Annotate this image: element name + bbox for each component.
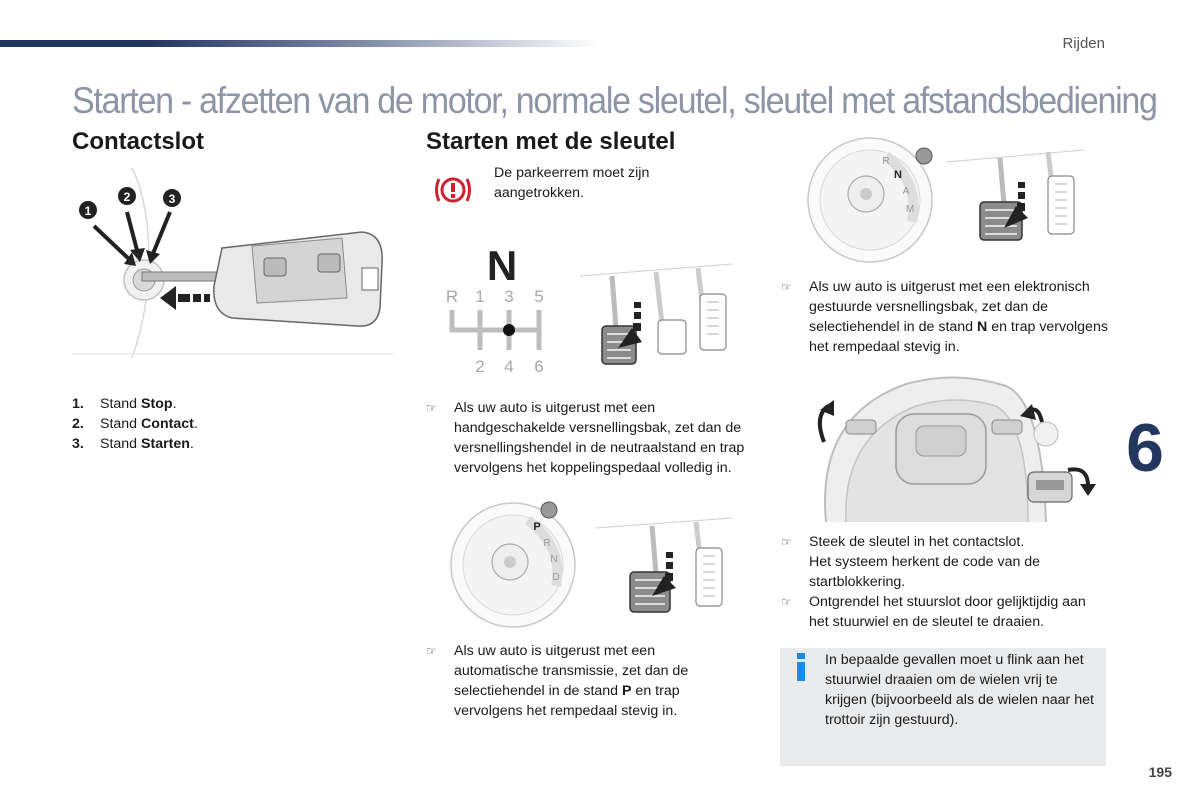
list-item: 2. Stand Contact.: [72, 416, 198, 432]
brake-pedal-electronic-illustration: [946, 140, 1084, 244]
svg-text:1: 1: [84, 204, 92, 218]
page-title: Starten - afzetten van de motor, normale sleutel, sleutel met afstandsbediening: [72, 80, 1157, 121]
svg-text:R: R: [882, 156, 890, 167]
svg-text:A: A: [902, 186, 910, 197]
info-icon: [791, 652, 811, 682]
svg-text:4: 4: [504, 357, 514, 376]
svg-text:P: P: [533, 521, 541, 533]
list-item: 3. Stand Starten.: [72, 436, 194, 452]
automatic-selector-dial-illustration: [448, 500, 578, 630]
bullet-hand-icon: ☞: [426, 401, 437, 415]
svg-text:5: 5: [534, 287, 544, 306]
section-label: Rijden: [1062, 35, 1105, 52]
parking-brake-note: De parkeerrem moet zijn aangetrokken.: [494, 165, 650, 201]
bullet-hand-icon: ☞: [781, 280, 792, 294]
svg-text:1: 1: [475, 287, 485, 306]
svg-text:R: R: [445, 287, 459, 306]
brake-pedal-auto-illustration: [596, 516, 732, 616]
insert-key-instruction: ☞ Steek de sleutel in het contactslot. Het systeem herkent de code van de startblokkering.: [781, 534, 1041, 590]
info-text: In bepaalde gevallen moet u flink aan het stuurwiel draaien om de wielen vrij te krijgen (bijvoorbeeld als de wielen naar het trottoir zijn gestuurd).: [825, 652, 1094, 728]
svg-text:6: 6: [534, 357, 544, 376]
svg-text:M: M: [905, 204, 915, 215]
bullet-hand-icon: ☞: [781, 595, 792, 609]
parking-brake-icon: [434, 173, 472, 207]
svg-text:3: 3: [504, 287, 514, 306]
key-position-list: [72, 394, 198, 454]
svg-text:N: N: [486, 242, 518, 289]
unlock-steering-instruction: ☞ Ontgrendel het stuurslot door gelijktijdig aan het stuurwiel en de sleutel te draaien.: [781, 594, 1086, 630]
header-accent-bar: [0, 40, 600, 47]
manual-gear-pattern-diagram: [440, 244, 560, 378]
page-number: 195: [1148, 764, 1172, 780]
svg-text:D: D: [552, 572, 560, 583]
svg-text:N: N: [550, 554, 558, 565]
svg-text:2: 2: [475, 357, 485, 376]
list-item: 1. Stand Stop.: [72, 396, 177, 412]
bullet-hand-icon: ☞: [426, 644, 437, 658]
electronic-gearbox-instruction: ☞ Als uw auto is uitgerust met een elektronisch gestuurde versnellingsbak, zet dan de selectiehendel in de stand N en trap vervolgens het rempedaal stevig in.: [781, 279, 1108, 355]
manual-gearbox-instruction: ☞ Als uw auto is uitgerust met een handgeschakelde versnellingsbak, zet dan de versnellingshendel in de neutraalstand en trap vervolgens het koppelingspedaal volledig in.: [426, 400, 745, 476]
contactslot-heading: Contactslot: [72, 128, 204, 155]
svg-text:R: R: [543, 538, 551, 549]
svg-text:N: N: [894, 169, 902, 181]
steering-wheel-unlock-illustration: [806, 376, 1104, 522]
ignition-key-illustration: [72, 168, 394, 358]
chapter-number: 6: [1126, 410, 1164, 486]
clutch-pedals-illustration: [580, 262, 732, 370]
svg-text:2: 2: [123, 190, 131, 204]
svg-text:3: 3: [168, 192, 176, 206]
starten-heading: Starten met de sleutel: [426, 128, 676, 155]
automatic-transmission-instruction: ☞ Als uw auto is uitgerust met een automatische transmissie, zet dan de selectiehendel in de stand P en trap vervolgens het rempedaal stevig in.: [426, 643, 689, 719]
electronic-selector-dial-illustration: [800, 136, 940, 264]
bullet-hand-icon: ☞: [781, 535, 792, 549]
